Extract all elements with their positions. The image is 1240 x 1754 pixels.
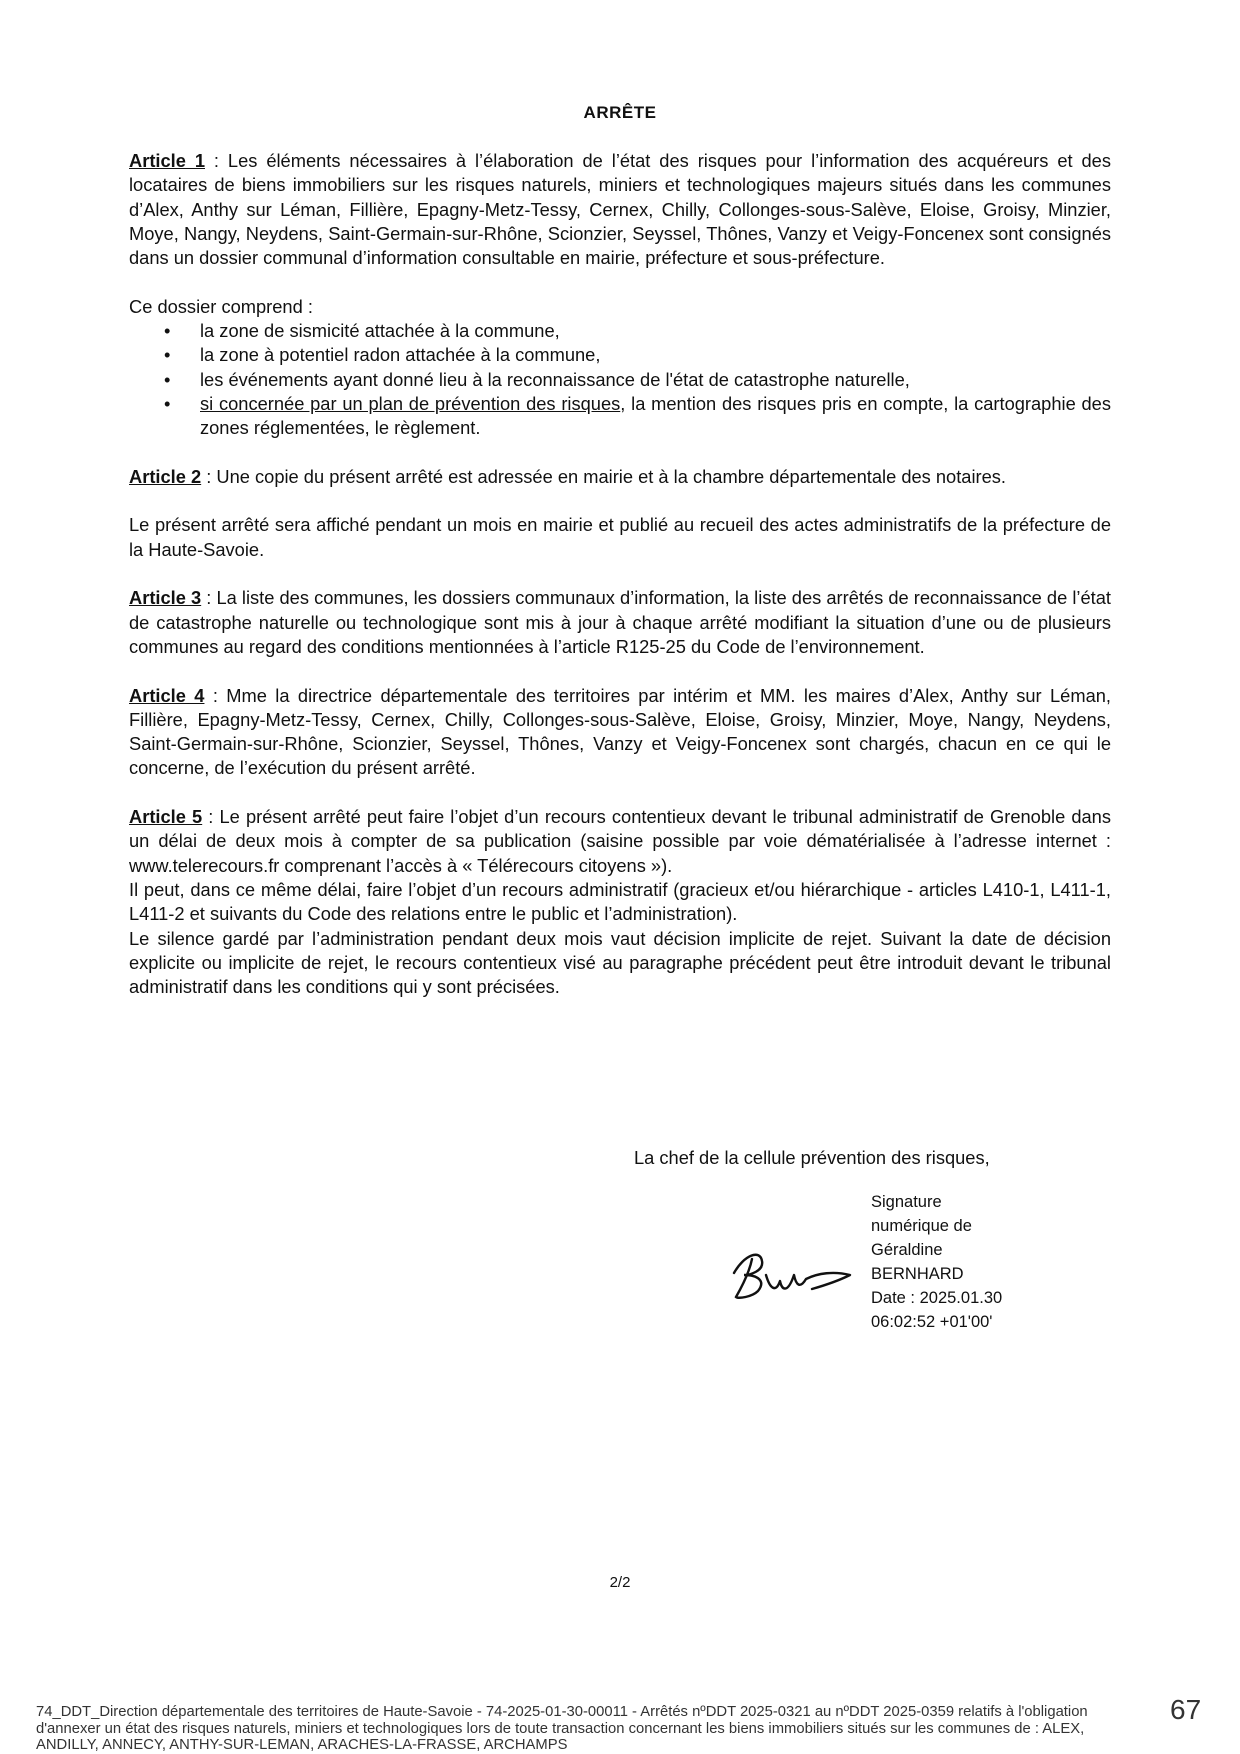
article-3 [129,586,1111,659]
article-5 [129,805,1111,878]
list-item: • les événements ayant donné lieu à la reconnaissance de l'état de catastrophe naturelle, [200,368,1111,392]
document-body [129,149,1111,999]
dossier-list [129,319,1111,440]
article-2 [129,465,1111,489]
list-item: • la zone à potentiel radon attachée à la commune, [200,343,1111,367]
article-5-para-2: Il peut, dans ce même délai, faire l’objet d’un recours administratif (gracieux et/ou hiérarchique - articles L410-1, L411-1, L411-2 et suivants du Code des relations entre le public et l’administration). [129,878,1111,925]
signature-line: BERNHARD [871,1265,964,1283]
article-2-text: : Une copie du présent arrêté est adressée en mairie et à la chambre départementale des notaires. [201,465,1006,487]
article-5-label: Article 5 [129,806,203,828]
article-3-text: : La liste des communes, les dossiers communaux d’information, la liste des arrêtés de reconnaissance de l’état de catastrophe naturelle ou technologique sont mis à jour à chaque arrêté modifiant la situation d’une ou de plusieurs communes au regard des conditions mentionnées à l’article R125-25 du Code de l’environnement. [129,587,1111,657]
digital-signature-block [871,1190,1021,1334]
list-item: • la zone de sismicité attachée à la commune, [200,319,1111,343]
signature-line: Signature [871,1193,942,1211]
article-2-label: Article 2 [129,465,202,487]
page-title: ARRÊTE [583,103,657,122]
footer-text: 74_DDT_Direction départementale des territoires de Haute-Savoie - 74-2025-01-30-00011 - Arrêtés nºDDT 2025-0321 au nºDDT 2025-0359 relatifs à l'obligation d'annexer un état des risques naturels, miniers et technologiques lors de toute transaction concernant les biens immobiliers situés sur les communes de : ALEX, ANDILLY, ANNECY, ANTHY-SUR-LEMAN, ARACHES-LA-FRASSE, ARCHAMPS [36,1704,1088,1753]
signer-title: La chef de la cellule prévention des risques, [634,1147,990,1168]
page-number: 2/2 [609,1574,631,1591]
dossier-intro: Ce dossier comprend : [129,295,313,317]
signature-line: numérique de [871,1217,972,1235]
ppr-rest-text: , la mention des risques pris en compte, la cartographie des zones réglementées, le règlement. [200,392,1111,439]
signature-line: 06:02:52 +01'00' [871,1313,993,1331]
signature-line: Géraldine [871,1241,943,1259]
article-1-label: Article 1 [129,150,205,171]
article-2-followup: Le présent arrêté sera affiché pendant un mois en mairie et publié au recueil des actes administratifs de la préfecture de la Haute-Savoie. [129,514,1111,560]
ppr-underlined-text: si concernée par un plan de prévention des risques [200,392,621,414]
footer-page-number: 67 [1170,1694,1202,1725]
article-4 [129,684,1111,781]
signature-line: Date : 2025.01.30 [871,1289,1003,1307]
article-5-text: : Le présent arrêté peut faire l’objet d’un recours contentieux devant le tribunal administratif de Grenoble dans un délai de deux mois à compter de sa publication (saisine possible par voie dématérialisée à l’adresse internet : www.telerecours.fr comprenant l’accès à « Télérecours citoyens »). [129,806,1111,876]
article-3-label: Article 3 [129,587,202,609]
list-item [200,392,1111,441]
article-4-label: Article 4 [129,684,205,706]
article-1 [129,149,1111,270]
article-5-para-3: Le silence gardé par l’administration pendant deux mois vaut décision implicite de rejet. Suivant la date de décision explicite ou implicite de rejet, le recours contentieux visé au paragraphe précédent peut être introduit devant le tribunal administratif dans les conditions qui y sont précisées. [129,927,1111,998]
article-1-text: : Les éléments nécessaires à l’élaboration de l’état des risques pour l’information des acquéreurs et des locataires de biens immobiliers sur les risques naturels, miniers et technologiques majeurs situés dans les communes d’Alex, Anthy sur Léman, Fillière, Epagny-Metz-Tessy, Cernex, Chilly, Collonges-sous-Salève, Eloise, Groisy, Minzier, Moye, Nangy, Neydens, Saint-Germain-sur-Rhône, Scionzier, Seyssel, Thônes, Vanzy et Veigy-Foncenex sont consignés dans un dossier communal d’information consultable en mairie, préfecture et sous-préfecture. [129,150,1111,269]
article-4-text: : Mme la directrice départementale des territoires par intérim et MM. les maires d’Alex, Anthy sur Léman, Fillière, Epagny-Metz-Tessy, Cernex, Chilly, Collonges-sous-Salève, Eloise, Groisy, Minzier, Moye, Nangy, Neydens, Saint-Germain-sur-Rhône, Scionzier, Seyssel, Thônes, Vanzy et Veigy-Foncenex sont chargés, chacun en ce qui le concerne, de l’exécution du présent arrêté. [129,684,1111,779]
handwritten-signature [722,1235,862,1305]
